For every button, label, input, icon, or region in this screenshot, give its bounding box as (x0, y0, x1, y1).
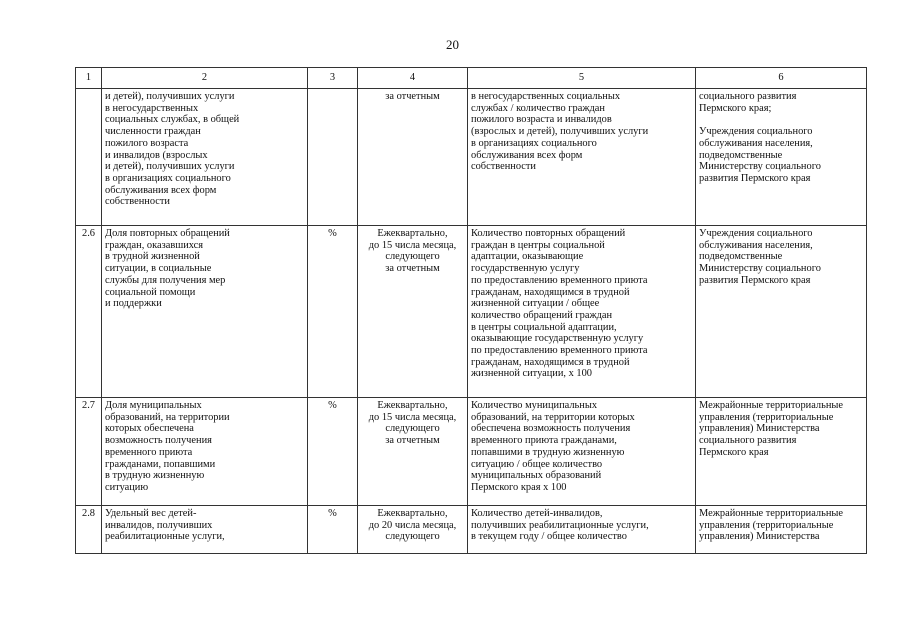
cell-text-line: собственности (471, 161, 536, 173)
row-number-cell: 2.8 (76, 506, 102, 554)
unit-cell: % (308, 226, 358, 398)
column-header: 5 (468, 68, 696, 89)
cell-text-line: ситуацию / общее количество (471, 458, 603, 470)
cell-text-line: социальных службах, в общей (105, 114, 240, 126)
cell-text-line: подведомственные (699, 149, 783, 161)
cell-text-line: Удельный вес детей- (105, 508, 197, 519)
cell-text-line: жизненной ситуации, х 100 (471, 368, 592, 380)
page-number: 20 (446, 37, 459, 52)
cell-text-line: Министерству социального (699, 263, 821, 275)
table-header-row (76, 68, 867, 89)
source-cell (696, 398, 867, 506)
cell-text-line: следующего (385, 251, 440, 263)
cell-text-line: в организациях социального (471, 137, 597, 149)
cell-text-line: до 20 числа месяца, (368, 519, 457, 531)
cell-text-line: следующего (385, 531, 440, 543)
cell-text-line: за отчетным (385, 435, 440, 447)
indicator-name-cell (102, 226, 308, 398)
cell-text-line: по предоставлению временного приюта (471, 345, 648, 357)
row-number-cell: 2.7 (76, 398, 102, 506)
cell-text-line: Учреждения социального (699, 126, 813, 138)
table-row (76, 89, 867, 226)
cell-text-line: в трудную жизненную (105, 470, 205, 482)
cell-text-line: образований, на территории которых (471, 411, 635, 423)
indicator-table (75, 67, 867, 554)
cell-text-line: Количество детей-инвалидов, (471, 508, 603, 519)
cell-text-line: службы для получения мер (105, 274, 226, 286)
cell-text-line: за отчетным (385, 263, 440, 275)
unit-cell (308, 89, 358, 226)
cell-text-line: службах / количество граждан (471, 102, 605, 114)
cell-text-line: в текущем году / общее количество (471, 531, 627, 543)
cell-text-line: жизненной ситуации / общее (471, 298, 600, 310)
cell-text-line (699, 114, 863, 126)
source-cell (696, 89, 867, 226)
cell-text-line: гражданам, находящимся в трудной (471, 286, 630, 298)
cell-text-line: которых обеспечена (105, 423, 194, 435)
cell-text-line: количество обращений граждан (471, 309, 613, 321)
indicator-name-cell (102, 398, 308, 506)
cell-text-line: Доля муниципальных (105, 400, 202, 411)
column-header: 3 (308, 68, 358, 89)
cell-text-line: Пермского края; (699, 102, 772, 114)
cell-text-line: в организациях социального (105, 172, 231, 184)
cell-text-line: следующего (385, 423, 440, 435)
cell-text-line: управления (территориальные (699, 411, 834, 423)
column-header: 2 (102, 68, 308, 89)
period-cell (358, 89, 468, 226)
cell-text-line: (взрослых и детей), получивших услуги (471, 126, 649, 138)
cell-text-line: граждан в центры социальной (471, 239, 605, 251)
cell-text-line: и детей), получивших услуги (105, 161, 235, 173)
cell-text-line: адаптации, оказывающие (471, 251, 584, 263)
cell-text-line: Доля повторных обращений (105, 228, 230, 239)
cell-text-line: образований, на территории (105, 411, 230, 423)
cell-text-line: муниципальных образований (471, 470, 602, 482)
cell-text-line: попавшими в трудную жизненную (471, 446, 625, 458)
cell-text-line: реабилитационные услуги, (105, 531, 225, 543)
table-row (76, 226, 867, 398)
cell-text-line: Ежеквартально, (377, 400, 448, 411)
cell-text-line: численности граждан (105, 126, 201, 138)
cell-text-line: Министерству социального (699, 161, 821, 173)
cell-text-line: государственную услугу (471, 263, 580, 275)
cell-text-line: Межрайонные территориальные (699, 400, 844, 411)
cell-text-line: Количество повторных обращений (471, 228, 626, 239)
cell-text-line: Учреждения социального (699, 228, 813, 239)
unit-cell: % (308, 506, 358, 554)
cell-text-line: управления (территориальные (699, 519, 834, 531)
cell-text-line: гражданами, попавшими (105, 458, 216, 470)
cell-text-line: собственности (105, 196, 170, 208)
cell-text-line: управления) Министерства (699, 531, 820, 543)
indicator-name-cell (102, 506, 308, 554)
cell-text-line: временного приюта гражданами, (471, 435, 617, 447)
cell-text-line: временного приюта (105, 446, 193, 458)
cell-text-line: Ежеквартально, (377, 228, 448, 239)
cell-text-line: граждан, оказавшихся (105, 239, 204, 251)
column-header: 1 (76, 68, 102, 89)
cell-text-line: социальной помощи (105, 286, 196, 298)
formula-cell (468, 226, 696, 398)
column-header: 4 (358, 68, 468, 89)
cell-text-line: обслуживания всех форм (105, 184, 217, 196)
cell-text-line: пожилого возраста (105, 137, 189, 149)
row-number-cell (76, 89, 102, 226)
cell-text-line: Межрайонные территориальные (699, 508, 844, 519)
cell-text-line: оказывающие государственную услугу (471, 333, 644, 345)
cell-text-line: социального развития (699, 91, 797, 102)
cell-text-line: обслуживания населения, (699, 239, 813, 251)
cell-text-line: Пермского края х 100 (471, 481, 567, 493)
cell-text-line: и инвалидов (взрослых (105, 149, 208, 161)
period-cell (358, 398, 468, 506)
cell-text-line: Пермского края (699, 446, 769, 458)
cell-text-line: Ежеквартально, (377, 508, 448, 519)
cell-text-line: до 15 числа месяца, (368, 239, 457, 251)
cell-text-line: ситуации, в социальные (105, 263, 212, 275)
cell-text-line: обслуживания населения, (699, 137, 813, 149)
cell-text-line: в трудной жизненной (105, 251, 200, 263)
cell-text-line: до 15 числа месяца, (368, 411, 457, 423)
cell-text-line: обеспечена возможность получения (471, 423, 631, 435)
table-row (76, 398, 867, 506)
cell-text-line: развития Пермского края (699, 172, 811, 184)
period-cell (358, 226, 468, 398)
cell-text-line: в центры социальной адаптации, (471, 321, 617, 333)
formula-cell (468, 89, 696, 226)
cell-text-line: управления) Министерства (699, 423, 820, 435)
cell-text-line: пожилого возраста и инвалидов (471, 114, 612, 126)
cell-text-line: и детей), получивших услуги (105, 91, 235, 102)
formula-cell (468, 398, 696, 506)
indicator-name-cell (102, 89, 308, 226)
source-cell (696, 506, 867, 554)
cell-text-line: подведомственные (699, 251, 783, 263)
cell-text-line: за отчетным (385, 91, 440, 102)
row-number-cell: 2.6 (76, 226, 102, 398)
cell-text-line: возможность получения (105, 435, 212, 447)
cell-text-line: и поддержки (105, 298, 162, 310)
cell-text-line: в негосударственных (105, 102, 199, 114)
cell-text-line: в негосударственных социальных (471, 91, 621, 102)
cell-text-line: получивших реабилитационные услуги, (471, 519, 649, 531)
formula-cell (468, 506, 696, 554)
cell-text-line: развития Пермского края (699, 274, 811, 286)
cell-text-line: ситуацию (105, 481, 149, 493)
source-cell (696, 226, 867, 398)
cell-text-line: Количество муниципальных (471, 400, 598, 411)
cell-text-line: гражданам, находящимся в трудной (471, 356, 630, 368)
cell-text-line: инвалидов, получивших (105, 519, 213, 531)
cell-text-line: по предоставлению временного приюта (471, 274, 648, 286)
cell-text-line: обслуживания всех форм (471, 149, 583, 161)
column-header: 6 (696, 68, 867, 89)
unit-cell: % (308, 398, 358, 506)
period-cell (358, 506, 468, 554)
table-row (76, 506, 867, 554)
cell-text-line: социального развития (699, 435, 797, 447)
